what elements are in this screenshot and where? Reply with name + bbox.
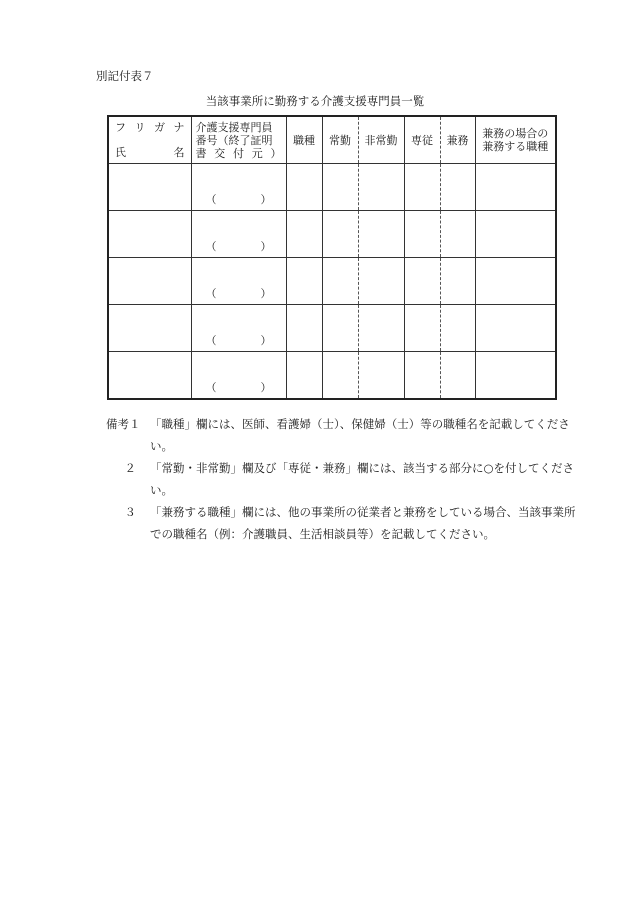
note-text: 「常勤・非常勤」欄及び「専従・兼務」欄には、該当する部分に○を付してください。 bbox=[150, 461, 575, 497]
table-cell[interactable] bbox=[404, 211, 440, 258]
table-cell[interactable] bbox=[108, 305, 191, 352]
header-name bbox=[115, 146, 185, 159]
paren-close: ） bbox=[260, 334, 272, 347]
header-part-time: 非常勤 bbox=[358, 116, 404, 164]
note-item bbox=[106, 413, 576, 457]
table-cell[interactable] bbox=[358, 352, 404, 400]
paren-close: ） bbox=[260, 381, 272, 394]
note-label: ３ bbox=[124, 505, 136, 519]
table-cell[interactable] bbox=[475, 352, 556, 400]
header-number-char: 書 bbox=[195, 146, 207, 160]
license-number-paren bbox=[192, 305, 286, 351]
note-item bbox=[106, 457, 576, 501]
note-label: 備考１ bbox=[106, 417, 141, 431]
table-cell[interactable] bbox=[358, 305, 404, 352]
header-furigana-char: フ bbox=[115, 121, 126, 134]
paren-close: ） bbox=[260, 193, 272, 206]
header-furigana-char: リ bbox=[134, 121, 146, 134]
table-cell[interactable] bbox=[475, 305, 556, 352]
note-text: 「職種」欄には、医師、看護婦（士）、保健婦（士）等の職種名を記載してください。 bbox=[150, 417, 570, 453]
header-furigana-char: ガ bbox=[154, 121, 165, 134]
paren-open: （ bbox=[205, 334, 217, 347]
table-cell[interactable] bbox=[475, 211, 556, 258]
table-cell[interactable] bbox=[358, 211, 404, 258]
header-full-time: 常勤 bbox=[322, 116, 358, 164]
paren-open: （ bbox=[205, 381, 217, 394]
table-cell[interactable] bbox=[404, 258, 440, 305]
table-cell[interactable] bbox=[286, 164, 322, 211]
table-cell[interactable] bbox=[191, 352, 286, 400]
table-cell[interactable] bbox=[322, 258, 358, 305]
table-cell[interactable] bbox=[322, 305, 358, 352]
header-number-char: ） bbox=[270, 146, 282, 160]
license-number-paren bbox=[192, 211, 286, 257]
table-cell[interactable] bbox=[191, 164, 286, 211]
table-cell[interactable] bbox=[286, 258, 322, 305]
table-cell[interactable] bbox=[108, 258, 191, 305]
table-cell[interactable] bbox=[191, 258, 286, 305]
staff-table bbox=[107, 115, 557, 400]
license-number-paren bbox=[192, 258, 286, 304]
table-cell[interactable] bbox=[404, 352, 440, 400]
notes-section bbox=[106, 413, 576, 545]
header-furigana-char: ナ bbox=[173, 121, 185, 134]
header-concurrent: 兼務 bbox=[440, 116, 475, 164]
table-cell[interactable] bbox=[191, 305, 286, 352]
license-number-paren bbox=[192, 164, 286, 210]
paren-open: （ bbox=[205, 240, 217, 253]
table-cell[interactable] bbox=[475, 258, 556, 305]
header-number-line1: 介護支援専門員 bbox=[195, 120, 273, 134]
header-number-line2: 番号（終了証明 bbox=[195, 133, 273, 147]
header-concurrent-job bbox=[475, 116, 556, 164]
table-cell[interactable] bbox=[440, 352, 475, 400]
table-body bbox=[108, 164, 556, 400]
document-id: 別記付表７ bbox=[96, 69, 154, 83]
table-cell[interactable] bbox=[322, 352, 358, 400]
header-concurrent-job-line2: 兼務する職種 bbox=[482, 140, 549, 153]
header-job-type: 職種 bbox=[286, 116, 322, 164]
header-furigana bbox=[115, 121, 185, 134]
note-item bbox=[106, 501, 576, 545]
header-number-char: 元 bbox=[251, 146, 263, 160]
paren-open: （ bbox=[205, 287, 217, 300]
table-cell[interactable] bbox=[322, 211, 358, 258]
header-dedicated: 専従 bbox=[404, 116, 440, 164]
license-number-paren bbox=[192, 352, 286, 398]
table-cell[interactable] bbox=[440, 258, 475, 305]
header-number-char: 交 bbox=[214, 146, 226, 160]
table-cell[interactable] bbox=[286, 352, 322, 400]
table-cell[interactable] bbox=[475, 164, 556, 211]
table-cell[interactable] bbox=[286, 211, 322, 258]
header-license-number bbox=[191, 116, 286, 164]
table-row bbox=[108, 352, 556, 400]
table-cell[interactable] bbox=[191, 211, 286, 258]
table-cell[interactable] bbox=[108, 352, 191, 400]
table-row bbox=[108, 305, 556, 352]
table-cell[interactable] bbox=[440, 164, 475, 211]
paren-close: ） bbox=[260, 240, 272, 253]
header-name-char: 氏 bbox=[115, 146, 126, 159]
table-row bbox=[108, 211, 556, 258]
header-name-char: 名 bbox=[173, 146, 185, 159]
paren-close: ） bbox=[260, 287, 272, 300]
header-number-char: 付 bbox=[233, 146, 244, 160]
table-cell[interactable] bbox=[358, 258, 404, 305]
header-number-line3 bbox=[196, 147, 282, 160]
table-row bbox=[108, 164, 556, 211]
table-cell[interactable] bbox=[108, 164, 191, 211]
header-concurrent-job-line1: 兼務の場合の bbox=[482, 127, 549, 140]
table-cell[interactable] bbox=[322, 164, 358, 211]
table-cell[interactable] bbox=[286, 305, 322, 352]
document-title: 当該事業所に勤務する介護支援専門員一覧 bbox=[205, 94, 425, 108]
table-cell[interactable] bbox=[440, 211, 475, 258]
note-text: 「兼務する職種」欄には、他の事業所の従業者と兼務をしている場合、当該事業所での職種名（例：介護職員、生活相談員等）を記載してください。 bbox=[150, 505, 576, 541]
paren-open: （ bbox=[205, 193, 217, 206]
note-label: ２ bbox=[124, 461, 136, 475]
header-furigana-name bbox=[108, 116, 191, 164]
table-cell[interactable] bbox=[404, 305, 440, 352]
table-cell[interactable] bbox=[440, 305, 475, 352]
table-row bbox=[108, 258, 556, 305]
table-cell[interactable] bbox=[108, 211, 191, 258]
table-cell[interactable] bbox=[404, 164, 440, 211]
table-header-row bbox=[108, 116, 556, 164]
table-cell[interactable] bbox=[358, 164, 404, 211]
